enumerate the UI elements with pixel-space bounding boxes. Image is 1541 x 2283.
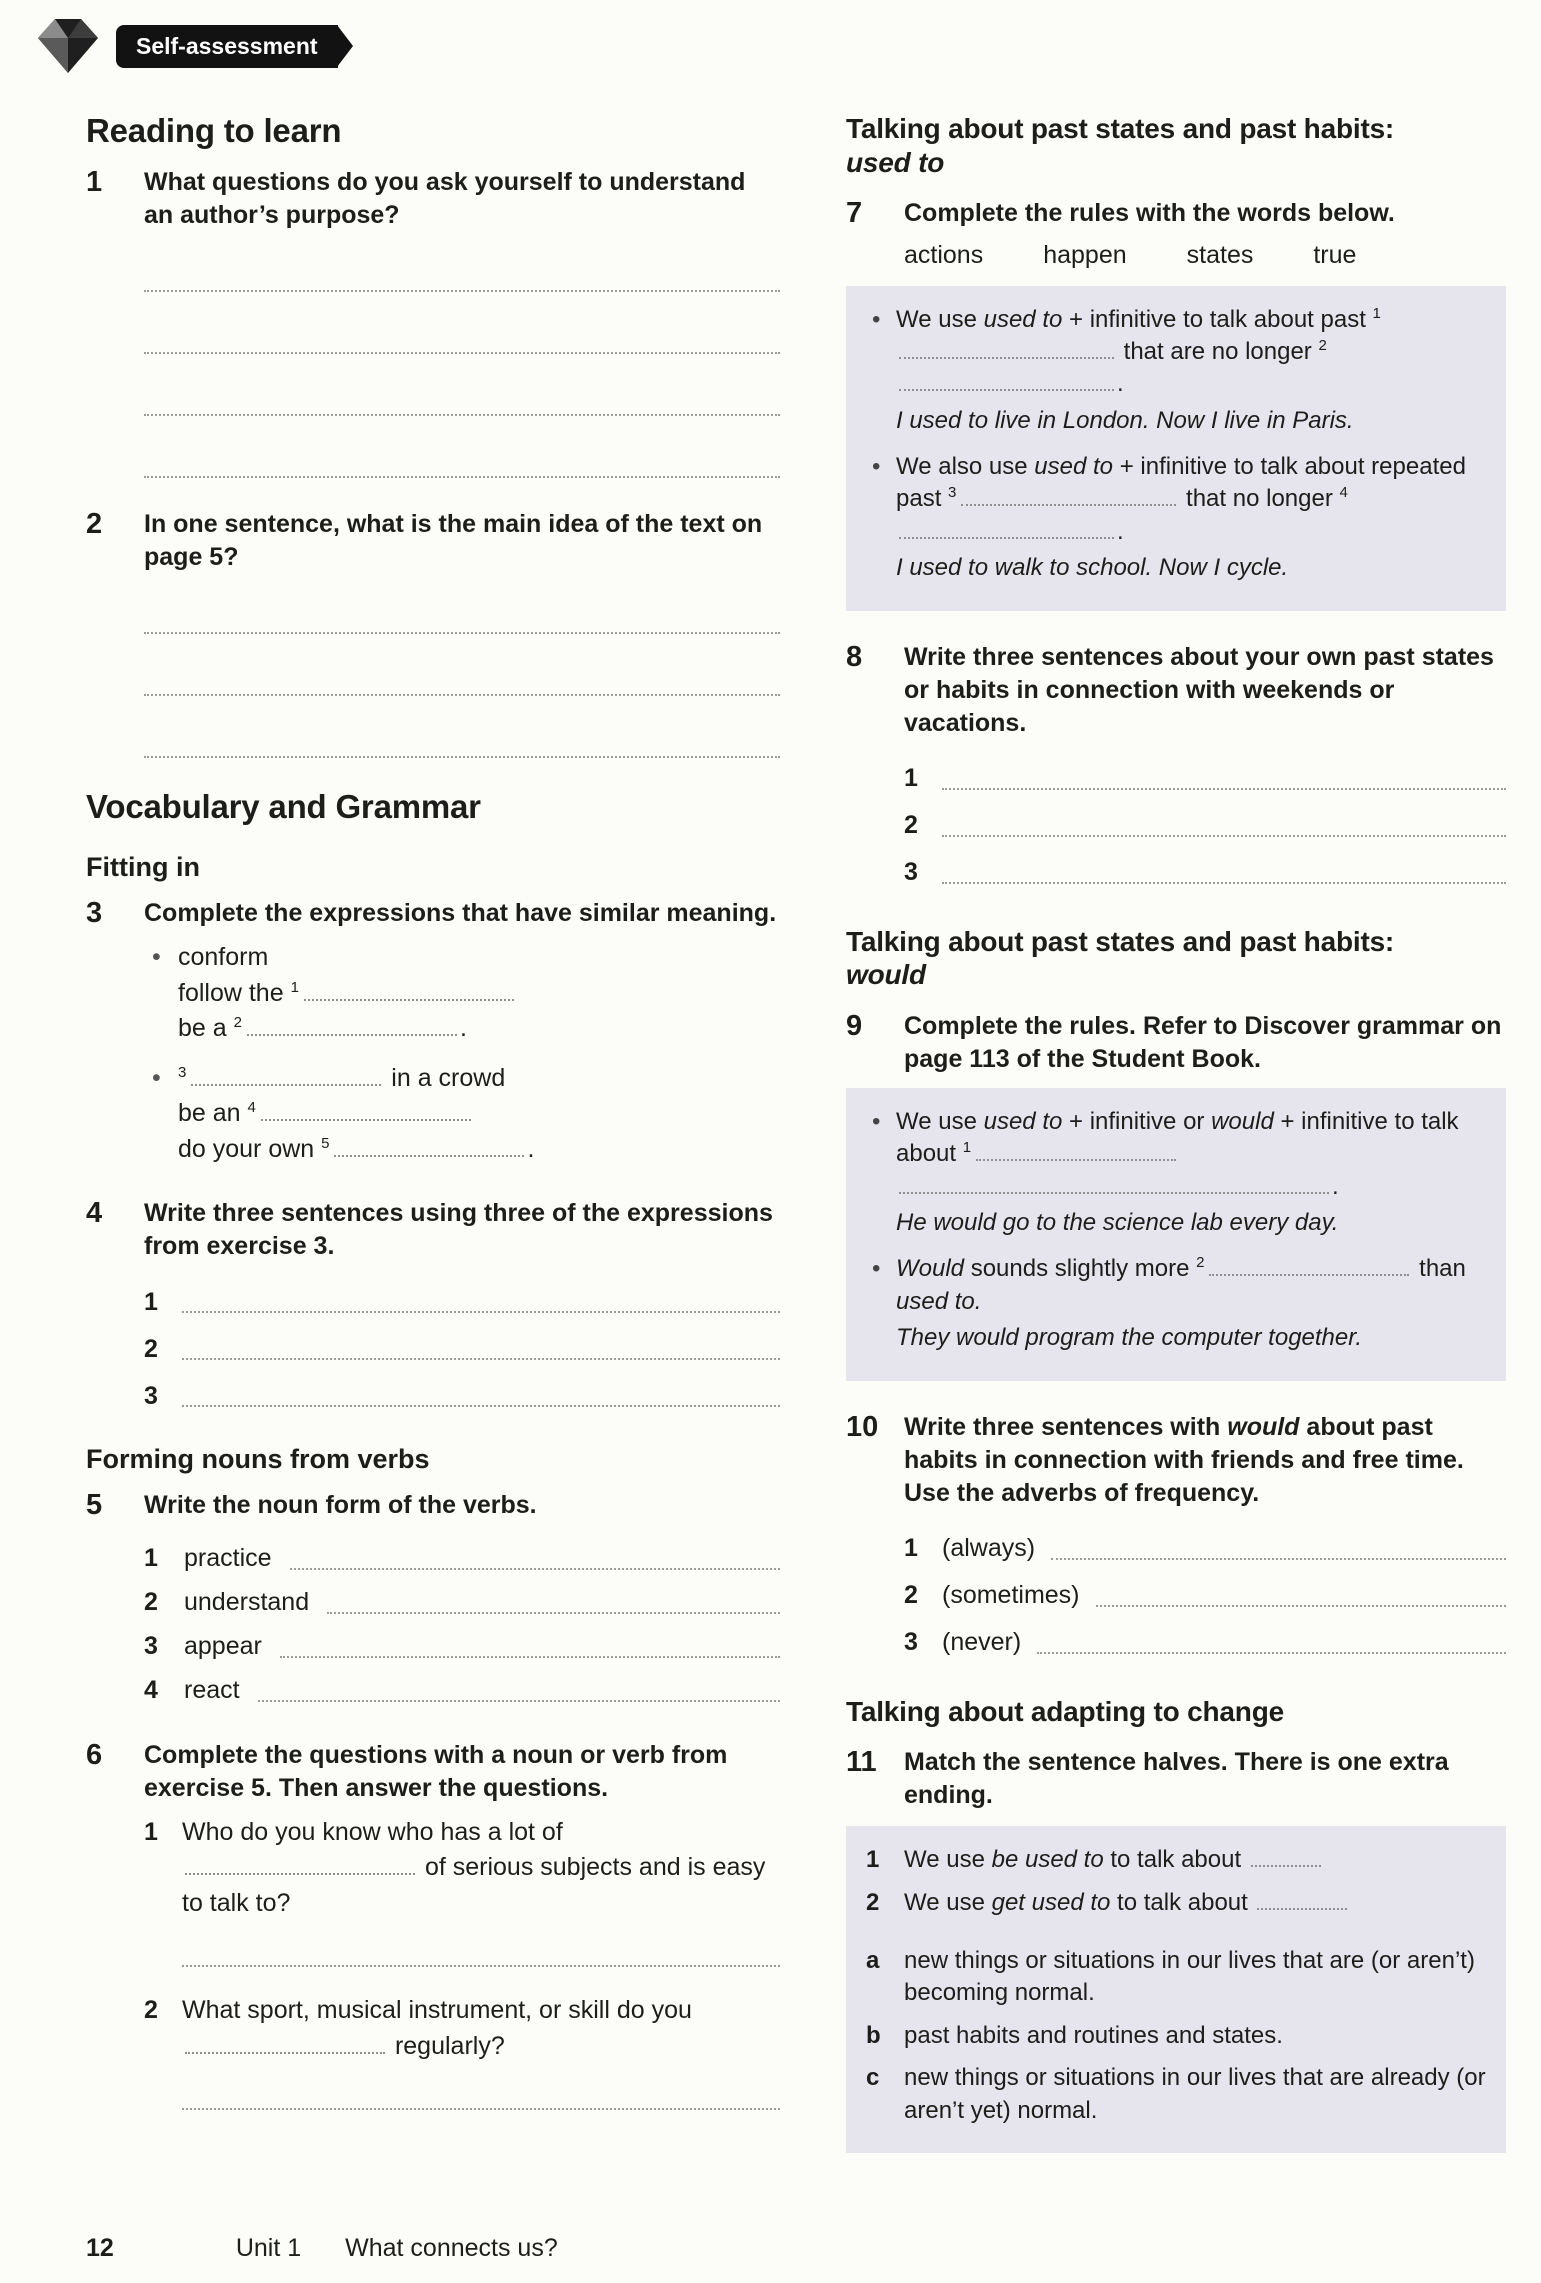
example-sentence: I used to walk to school. Now I cycle. [896, 554, 1289, 582]
subheading-forming-nouns: Forming nouns from verbs [86, 1444, 430, 1475]
gap-number: 3 [948, 484, 957, 502]
section-heading-used-to [846, 112, 1506, 179]
item-letter: b [866, 2021, 881, 2049]
verb-row [144, 1621, 780, 1665]
verb-row [144, 1665, 780, 1709]
gap-number: 2 [1196, 1254, 1205, 1272]
gap-number: 1 [290, 978, 299, 996]
text: + infinitive or [1062, 1107, 1212, 1135]
fill-in-blank [185, 2030, 385, 2054]
fill-in-blank [1257, 1887, 1347, 1910]
fill-in-blank [247, 1013, 457, 1037]
item-number: 1 [144, 1817, 158, 1846]
text: to talk about [1103, 1846, 1248, 1874]
subheading-fitting-in: Fitting in [86, 852, 200, 882]
page-columns [0, 76, 1541, 2183]
ending-text: new things or situations in our lives that are already (or aren’t yet) normal. [904, 2064, 1486, 2124]
ending-text: new things or situations in our lives that are (or aren’t) becoming normal. [904, 1946, 1475, 2007]
ending-text: past habits and routines and states. [904, 2021, 1283, 2049]
exercise-9 [846, 1010, 1506, 1381]
numbered-answer-line [144, 1320, 780, 1367]
dotted-line [1096, 1605, 1506, 1607]
exercise-7 [846, 197, 1506, 610]
fill-in-blank [976, 1138, 1176, 1161]
gap-number: 5 [321, 1134, 330, 1152]
text: sounds slightly more [964, 1255, 1197, 1283]
self-assessment-badge: Self-assessment [116, 25, 338, 68]
question-row [144, 1815, 780, 1922]
adverb: (never) [942, 1628, 1022, 1657]
exercise-5-head [86, 1489, 780, 1522]
text: in a crowd [384, 1063, 506, 1092]
word-bank [904, 241, 1506, 270]
item-number: 2 [144, 1588, 158, 1617]
exercise-number: 9 [846, 1009, 863, 1042]
exercise-3-body [144, 940, 780, 1167]
exercise-prompt: Complete the rules with the words below. [904, 199, 1395, 228]
text: . [1117, 370, 1124, 398]
expression-line [144, 976, 780, 1012]
text: that no longer [1179, 485, 1340, 513]
fill-in-blank [899, 369, 1114, 392]
dotted-line [182, 1405, 780, 1407]
dotted-line [1037, 1652, 1506, 1654]
fill-in-blank [899, 516, 1114, 539]
dotted-line [290, 1568, 780, 1570]
fill-in-blank [261, 1098, 471, 1122]
dotted-line [280, 1656, 780, 1658]
example-sentence: I used to live in London. Now I live in Paris. [896, 406, 1354, 434]
text: Who do you know who has a lot of [182, 1817, 563, 1846]
exercise-3 [86, 897, 780, 1167]
exercise-1 [86, 166, 780, 478]
exercise-number: 5 [86, 1489, 103, 1522]
word-bank-item: happen [1043, 240, 1127, 269]
question-row [144, 1993, 780, 2064]
exercise-number: 8 [846, 640, 863, 673]
gap-number: 1 [962, 1139, 972, 1157]
gap-number: 1 [1372, 304, 1381, 322]
matching-box [846, 1826, 1506, 2153]
text: that are no longer [1117, 337, 1319, 365]
item-letter: a [866, 1946, 880, 1974]
example-sentence: They would program the computer together. [896, 1324, 1363, 1352]
item-number: 2 [144, 1996, 158, 2025]
exercise-4-body [144, 1273, 780, 1414]
numbered-answer-line [904, 1567, 1506, 1614]
exercise-3-head [86, 897, 780, 930]
answer-line [182, 1921, 780, 1967]
exercise-prompt: Write three sentences using three of the expressions from exercise 3. [144, 1199, 773, 1261]
item-number: 3 [904, 858, 918, 887]
exercise-4 [86, 1197, 780, 1414]
left-column [86, 102, 780, 2183]
unit-label: Unit 1 [235, 2234, 302, 2262]
item-number: 1 [866, 1846, 880, 1874]
sentence-ending [866, 1945, 1486, 2010]
fill-in-blank [899, 1171, 1329, 1194]
rule-continuation [896, 1171, 1486, 1203]
text: . [527, 1134, 535, 1163]
exercise-number: 6 [86, 1738, 103, 1771]
dotted-line [327, 1612, 780, 1614]
item-number: 1 [144, 1287, 158, 1316]
expression-group [144, 940, 780, 1047]
gap-number: 4 [247, 1099, 256, 1117]
expression-line [144, 1096, 780, 1132]
exercise-8 [846, 641, 1506, 891]
expression-line [144, 1132, 780, 1168]
keyword: be used to [991, 1846, 1104, 1874]
exercise-number: 2 [86, 508, 103, 540]
exercise-prompt: Write three sentences about your own past states or habits in connection with weekends or vacations. [904, 642, 1494, 737]
item-number: 3 [144, 1381, 158, 1410]
exercise-8-body [904, 750, 1506, 891]
section-heading-adapting: Talking about adapting to change [846, 1695, 1284, 1727]
item-number: 1 [904, 1534, 918, 1563]
word: conform [178, 943, 269, 972]
gap-number: 3 [178, 1063, 187, 1081]
exercise-2-body [144, 584, 780, 758]
word-bank-item: states [1186, 240, 1254, 269]
text: about past habits in connection with friends and free time. Use the adverbs of frequency. [904, 1412, 1464, 1507]
keyword: would [1211, 1107, 1274, 1135]
heading-text: Talking about past states and past habits: [846, 925, 1395, 957]
item-number: 3 [144, 1632, 158, 1661]
exercise-7-head [846, 197, 1506, 230]
exercise-number: 4 [86, 1197, 103, 1230]
dotted-line [182, 1311, 780, 1313]
item-number: 2 [144, 1334, 158, 1363]
answer-line [144, 584, 780, 634]
word-bank-item: actions [904, 240, 984, 269]
sentence-endings [866, 1945, 1486, 2127]
verb: react [184, 1676, 240, 1705]
exercise-8-head [846, 641, 1506, 740]
heading-text: Talking about past states and past habits: [846, 113, 1395, 144]
text: + infinitive to talk about repeated past [896, 453, 1466, 513]
item-number: 1 [904, 764, 918, 793]
exercise-11 [846, 1746, 1506, 2153]
answer-line [182, 2064, 780, 2110]
verb: understand [184, 1588, 310, 1617]
answer-line [144, 634, 780, 696]
exercise-2-head [86, 508, 780, 574]
numbered-answer-line [144, 1367, 780, 1414]
expression-group [144, 1061, 780, 1168]
verb-row [144, 1533, 780, 1577]
exercise-2 [86, 508, 780, 758]
gap-number: 2 [233, 1014, 242, 1032]
exercise-9-head [846, 1010, 1506, 1076]
question-text [182, 1993, 780, 2064]
exercise-11-head [846, 1746, 1506, 1812]
text: of serious subjects and is easy to talk to? [182, 1853, 766, 1917]
answer-line [144, 292, 780, 354]
text: . [459, 1014, 467, 1043]
text: be an [178, 1099, 248, 1128]
numbered-answer-line [904, 1520, 1506, 1567]
adverb: (always) [942, 1534, 1036, 1563]
fill-in-blank [191, 1062, 381, 1086]
section-heading-reading-to-learn: Reading to learn [86, 112, 342, 149]
exercise-number: 1 [86, 166, 103, 198]
answer-line [144, 242, 780, 292]
answer-line [144, 354, 780, 416]
text: . [1117, 517, 1124, 545]
text: We use [904, 1846, 992, 1874]
item-number: 2 [866, 1888, 880, 1916]
sentence-stem [866, 1844, 1486, 1876]
text: do your own [178, 1134, 322, 1163]
stem-text [904, 1844, 1486, 1876]
sentence-stem [866, 1887, 1486, 1919]
exercise-prompt: In one sentence, what is the main idea of the text on page 5? [144, 510, 763, 571]
answer-line [144, 416, 780, 478]
expression-line [144, 1011, 780, 1047]
exercise-6-head [86, 1739, 780, 1805]
dotted-line [942, 788, 1506, 790]
dotted-line [942, 882, 1506, 884]
keyword: get used to [991, 1888, 1111, 1916]
numbered-answer-line [904, 844, 1506, 891]
fill-in-blank [185, 1851, 415, 1875]
text: We use [904, 1888, 992, 1916]
sentence-ending [866, 2020, 1486, 2052]
text: We use [896, 1107, 984, 1135]
grammar-rule [866, 1106, 1486, 1203]
question-block [144, 1815, 780, 1968]
item-number: 4 [144, 1676, 158, 1705]
gap-number: 2 [1318, 336, 1327, 354]
unit-title: What connects us? [345, 2234, 558, 2262]
word-bank-item: true [1313, 240, 1357, 269]
example-sentence: He would go to the science lab every day. [896, 1209, 1339, 1237]
gem-icon [34, 16, 102, 76]
item-number: 3 [904, 1628, 918, 1657]
numbered-answer-line [904, 750, 1506, 797]
answer-line [144, 696, 780, 758]
grammar-rule [866, 304, 1486, 401]
grammar-rules-box [846, 286, 1506, 611]
exercise-5-body [144, 1533, 780, 1709]
fill-in-blank [304, 977, 514, 1001]
keyword: used to [1034, 453, 1114, 481]
fill-in-blank [899, 336, 1114, 359]
right-column [846, 102, 1506, 2183]
gap-number: 4 [1339, 484, 1348, 502]
exercise-prompt [904, 1411, 1506, 1510]
exercise-number: 11 [846, 1746, 877, 1779]
text: regularly? [388, 2031, 505, 2060]
exercise-prompt: Match the sentence halves. There is one extra ending. [904, 1748, 1449, 1810]
numbered-answer-line [904, 1614, 1506, 1661]
numbered-answer-line [904, 797, 1506, 844]
grammar-rules-box [846, 1088, 1506, 1381]
grammar-rule [866, 1253, 1486, 1318]
exercise-number: 10 [846, 1410, 879, 1443]
text: We use [896, 305, 984, 333]
exercise-number: 3 [86, 897, 103, 929]
grammar-rule [866, 451, 1486, 548]
fill-in-blank [1209, 1254, 1409, 1277]
keyword: used to [983, 1107, 1063, 1135]
exercise-10 [846, 1411, 1506, 1661]
text: be a [178, 1014, 234, 1043]
numbered-answer-line [144, 1273, 780, 1320]
exercise-10-head [846, 1411, 1506, 1510]
page-number: 12 [86, 2234, 114, 2262]
exercise-number: 7 [846, 197, 863, 230]
page-header [0, 0, 1541, 76]
exercise-5 [86, 1489, 780, 1708]
dotted-line [258, 1700, 780, 1702]
sentence-ending [866, 2062, 1486, 2127]
exercise-prompt: Write the noun form of the verbs. [144, 1491, 537, 1520]
item-number: 1 [144, 1544, 158, 1573]
keyword: would [1227, 1412, 1300, 1441]
dotted-line [942, 835, 1506, 837]
exercise-prompt: Complete the questions with a noun or verb from exercise 5. Then answer the questions. [144, 1740, 728, 1802]
exercise-6-body [144, 1815, 780, 2111]
item-number: 2 [904, 811, 918, 840]
exercise-1-body [144, 242, 780, 478]
adverb: (sometimes) [942, 1581, 1080, 1610]
exercise-1-head [86, 166, 780, 232]
fill-in-blank [961, 484, 1176, 507]
heading-keyword: would [846, 959, 926, 991]
fill-in-blank [334, 1133, 524, 1157]
section-heading-would [846, 925, 1506, 992]
section-heading-vocabulary-grammar: Vocabulary and Grammar [86, 788, 481, 825]
question-text [182, 1815, 780, 1922]
question-block [144, 1993, 780, 2110]
dotted-line [1051, 1558, 1506, 1560]
text: Write three sentences with [904, 1412, 1228, 1441]
text: + infinitive to talk about [896, 1107, 1459, 1168]
keyword: used to. [896, 1287, 982, 1315]
keyword: Would [896, 1255, 965, 1283]
exercise-prompt: Complete the rules. Refer to Discover grammar on page 113 of the Student Book. [904, 1011, 1502, 1073]
text: than [1412, 1255, 1466, 1283]
keyword: used to [983, 305, 1063, 333]
expression-word [144, 940, 780, 976]
verb: appear [184, 1632, 262, 1661]
dotted-line [182, 1358, 780, 1360]
verb-row [144, 1577, 780, 1621]
fill-in-blank [1251, 1844, 1321, 1867]
text: to talk about [1110, 1888, 1255, 1916]
text: . [1332, 1172, 1339, 1200]
exercise-4-head [86, 1197, 780, 1263]
exercise-prompt: Complete the expressions that have similar meaning. [144, 899, 777, 927]
heading-keyword: used to [846, 146, 945, 178]
item-letter: c [866, 2064, 880, 2092]
exercise-6 [86, 1739, 780, 2111]
text: follow the [178, 978, 291, 1007]
text: What sport, musical instrument, or skill do you [182, 1996, 692, 2025]
page-footer [86, 2234, 558, 2263]
expression-line [144, 1061, 780, 1097]
text: + infinitive to talk about past [1062, 305, 1373, 333]
stem-text [904, 1887, 1486, 1919]
text: We also use [896, 453, 1035, 481]
exercise-10-body [904, 1520, 1506, 1661]
exercise-prompt: What questions do you ask yourself to understand an author’s purpose? [144, 168, 746, 229]
verb: practice [184, 1544, 272, 1573]
item-number: 2 [904, 1581, 918, 1610]
